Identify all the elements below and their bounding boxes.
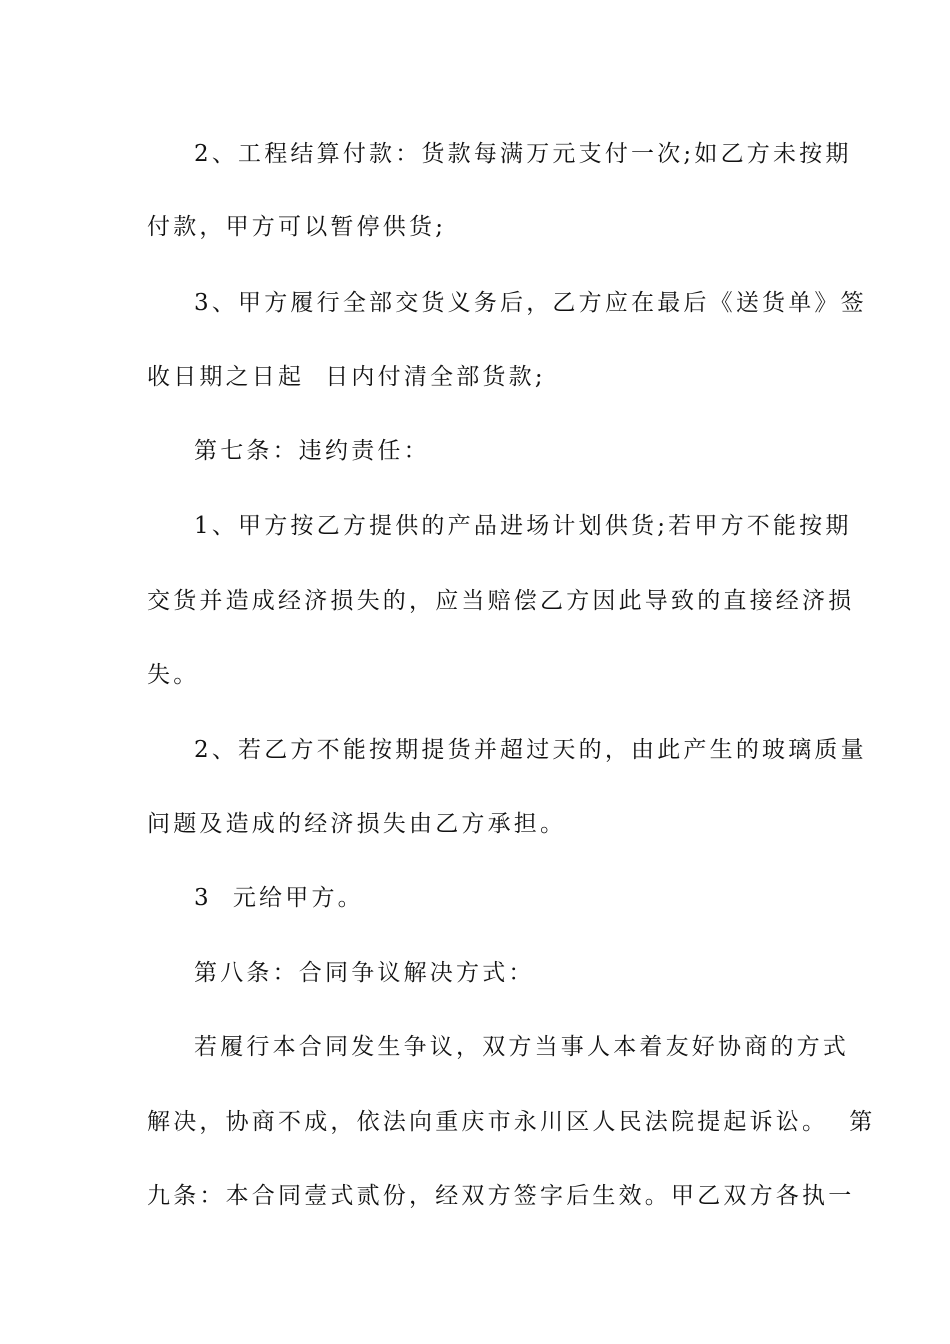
liability-clause-3-line: 3 元给甲方。 bbox=[194, 885, 364, 911]
payment-clause-2-line-1: 2、工程结算付款：货款每满万元支付一次;如乙方未按期 bbox=[194, 141, 852, 167]
liability-clause-2-line-2: 问题及造成的经济损失由乙方承担。 bbox=[147, 811, 567, 837]
liability-clause-2-line-1: 2、若乙方不能按期提货并超过天的，由此产生的玻璃质量 bbox=[194, 737, 867, 763]
article-7-heading: 第七条：违约责任： bbox=[194, 438, 430, 464]
liability-clause-1-line-1: 1、甲方按乙方提供的产品进场计划供货;若甲方不能按期 bbox=[194, 513, 852, 539]
payment-clause-2-line-2: 付款，甲方可以暂停供货; bbox=[147, 214, 447, 240]
liability-clause-1-line-3: 失。 bbox=[147, 662, 200, 688]
dispute-clause-line-2: 解决，协商不成，依法向重庆市永川区人民法院提起诉讼。 第 bbox=[147, 1109, 876, 1135]
liability-clause-1-line-2: 交货并造成经济损失的，应当赔偿乙方因此导致的直接经济损 bbox=[147, 588, 855, 614]
dispute-clause-line-1: 若履行本合同发生争议，双方当事人本着友好协商的方式 bbox=[194, 1034, 849, 1060]
payment-clause-3-line-2: 收日期之日起 日内付清全部货款; bbox=[147, 364, 546, 390]
article-8-heading: 第八条：合同争议解决方式： bbox=[194, 960, 535, 986]
article-9-line: 九条：本合同壹式贰份，经双方签字后生效。甲乙双方各执一 bbox=[147, 1183, 855, 1209]
payment-clause-3-line-1: 3、甲方履行全部交货义务后，乙方应在最后《送货单》签 bbox=[194, 290, 867, 316]
